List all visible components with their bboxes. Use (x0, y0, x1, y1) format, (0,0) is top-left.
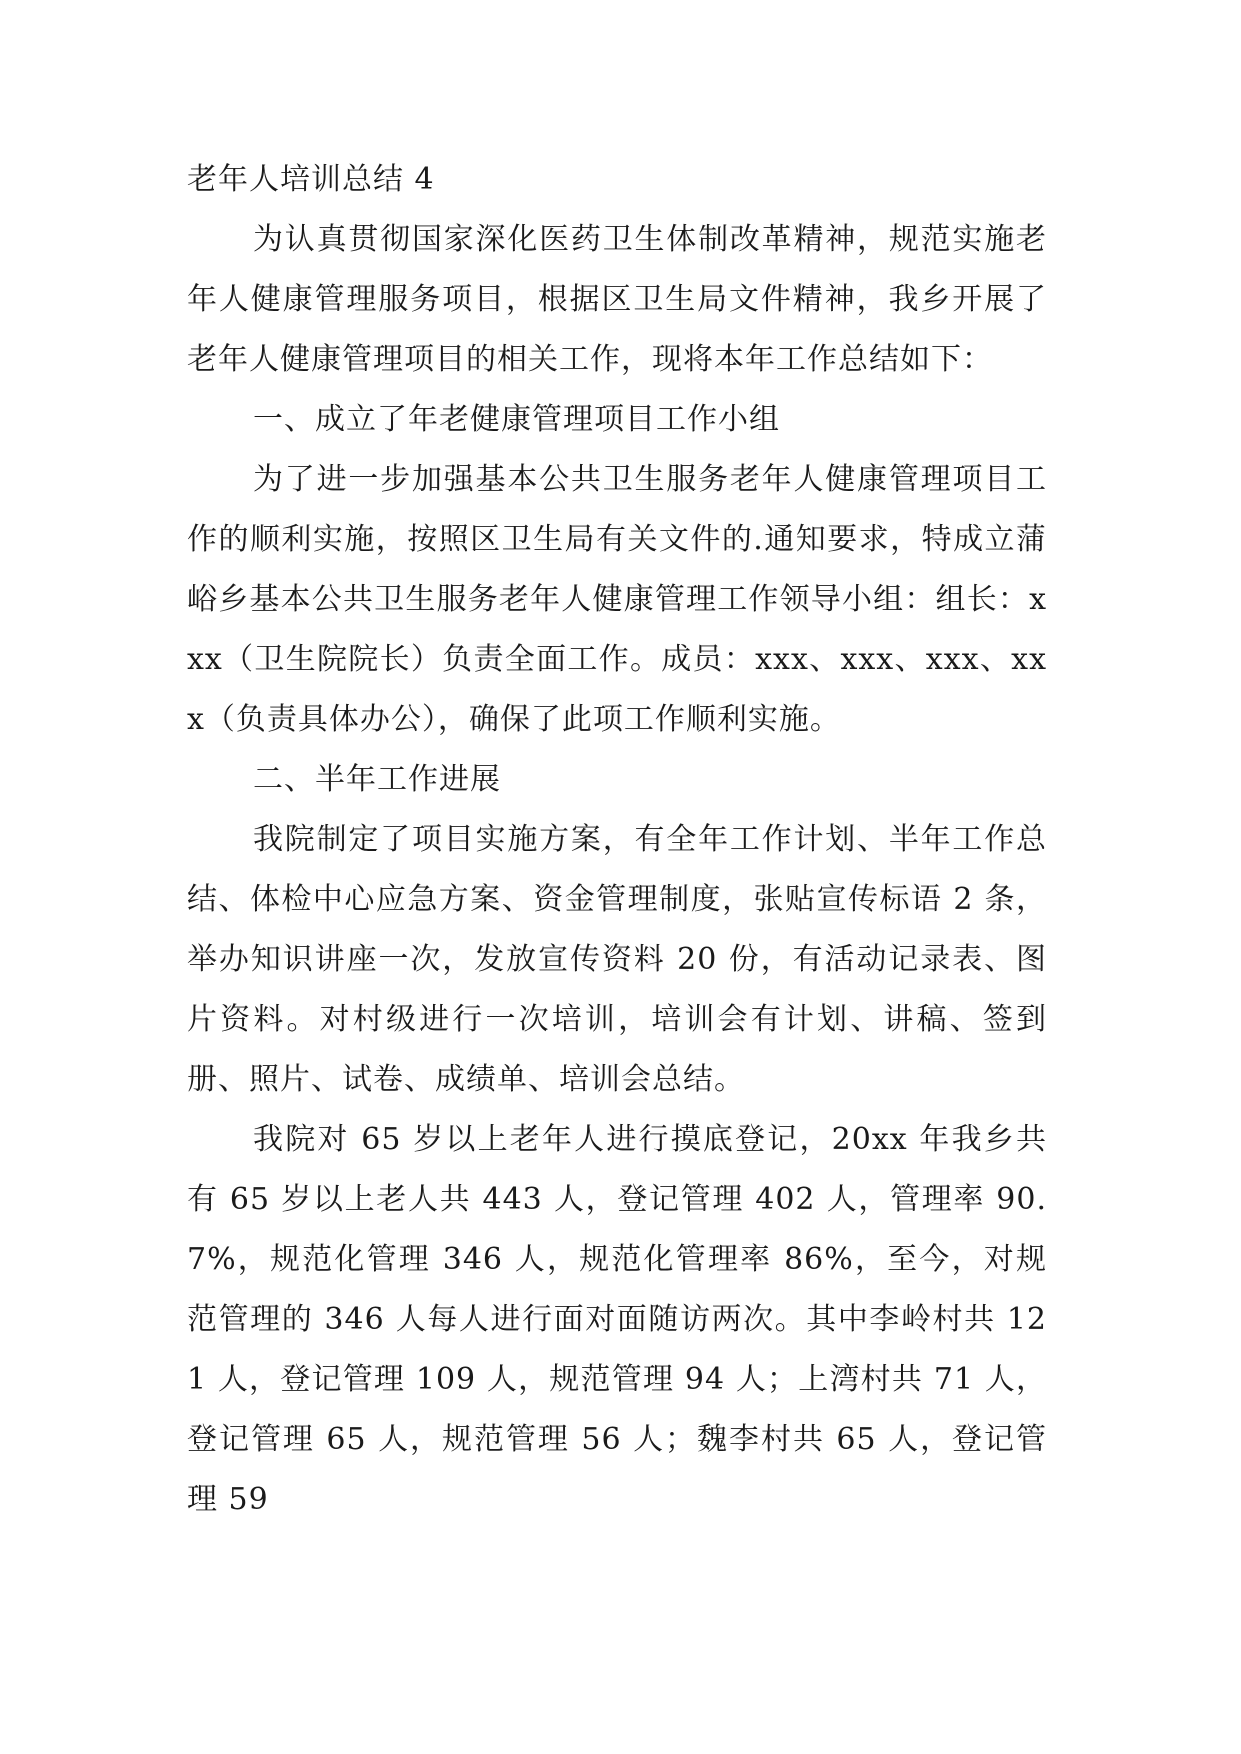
section-2-paragraph-1: 我院制定了项目实施方案，有全年工作计划、半年工作总结、体检中心应急方案、资金管理制度，张贴宣传标语 2 条，举办知识讲座一次，发放宣传资料 20 份，有活动记录表、图片资料。对村级进行一次培训，培训会有计划、讲稿、签到册、照片、试卷、成绩单、培训会总结。 (187, 822, 1047, 1097)
section-1-paragraph: 为了进一步加强基本公共卫生服务老年人健康管理项目工作的顺利实施，按照区卫生局有关文件的.通知要求，特成立蒲峪乡基本公共卫生服务老年人健康管理工作领导小组：组长：xxx（卫生院院长）负责全面工作。成员：xxx、xxx、xxx、xxx（负责具体办公），确保了此项工作顺利实施。 (187, 462, 1047, 737)
document-body (187, 150, 1047, 1530)
section-1-heading: 一、成立了年老健康管理项目工作小组 (253, 402, 780, 437)
section-2-paragraph-2: 我院对 65 岁以上老年人进行摸底登记，20xx 年我乡共有 65 岁以上老人共 443 人，登记管理 402 人，管理率 90.7%，规范化管理 346 人，规范化管理率 86%，至今，对规范管理的 346 人每人进行面对面随访两次。其中李岭村共 121 人，登记管理 109 人，规范管理 94 人；上湾村共 71 人，登记管理 65 人，规范管理 56 人；魏李村共 65 人，登记管理 59 (187, 1122, 1047, 1517)
section-2-heading: 二、半年工作进展 (253, 762, 501, 797)
intro-paragraph: 为认真贯彻国家深化医药卫生体制改革精神，规范实施老年人健康管理服务项目，根据区卫生局文件精神，我乡开展了老年人健康管理项目的相关工作，现将本年工作总结如下： (187, 222, 1047, 377)
document-title: 老年人培训总结 4 (187, 162, 435, 197)
